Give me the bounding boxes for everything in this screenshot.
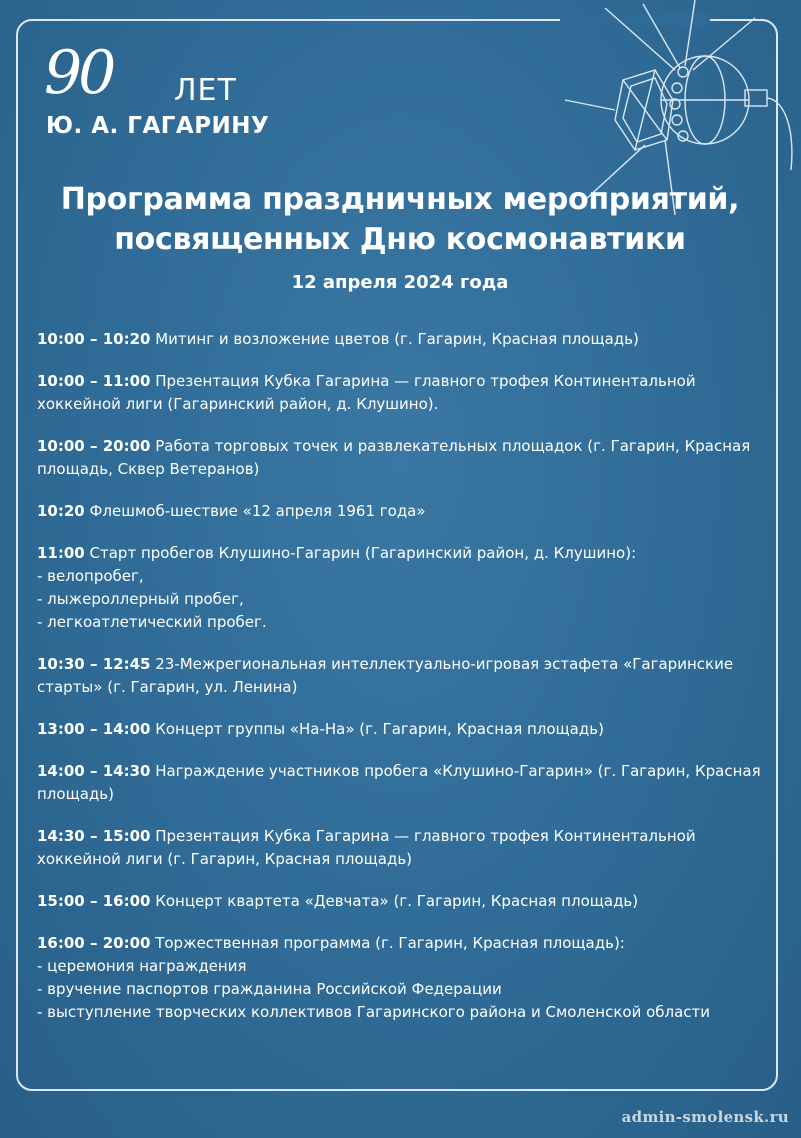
event-time: 10:00 – 20:00	[37, 437, 151, 455]
event-subitem: - выступление творческих коллективов Гагаринского района и Смоленской области	[37, 1003, 711, 1021]
event-item	[37, 542, 762, 634]
event-text: 23-Межрегиональная интеллектуально-игровая эстафета «Гагаринские старты» (г. Гагарин, ул. Ленина)	[37, 655, 734, 696]
logo-name: Ю. А. ГАГАРИНУ	[46, 113, 270, 139]
event-text: Митинг и возложение цветов (г. Гагарин, Красная площадь)	[150, 330, 639, 348]
event-time: 10:00 – 10:20	[37, 330, 151, 348]
event-time: 13:00 – 14:00	[37, 720, 151, 738]
event-item	[37, 760, 762, 806]
event-text: Работа торговых точек и развлекательных площадок (г. Гагарин, Красная площадь, Сквер Ветеранов)	[37, 437, 751, 478]
event-item	[37, 500, 762, 523]
site-watermark: admin-smolensk.ru	[621, 1108, 789, 1126]
event-time: 11:00	[37, 544, 85, 562]
event-text: Концерт квартета «Девчата» (г. Гагарин, Красная площадь)	[150, 892, 639, 910]
event-item	[37, 825, 762, 871]
page-title	[30, 180, 770, 260]
events-list	[37, 328, 762, 1043]
title-line-2: посвященных Дню космонавтики	[114, 222, 686, 257]
event-item	[37, 328, 762, 351]
event-text: Флешмоб-шествие «12 апреля 1961 года»	[84, 502, 426, 520]
event-text: Презентация Кубка Гагарина — главного трофея Континентальной хоккейной лиги (г. Гагарин, Красная площадь)	[37, 827, 696, 868]
event-subitem: - вручение паспортов гражданина Российской Федерации	[37, 980, 502, 998]
event-time: 14:30 – 15:00	[37, 827, 151, 845]
event-subitem: - легкоатлетический пробег.	[37, 613, 267, 631]
event-subitem: - лыжероллерный пробег,	[37, 590, 244, 608]
event-text: Награждение участников пробега «Клушино-Гагарин» (г. Гагарин, Красная площадь)	[37, 762, 761, 803]
event-item	[37, 890, 762, 913]
event-subitem: - велопробег,	[37, 567, 144, 585]
event-text: Старт пробегов Клушино-Гагарин (Гагаринский район, д. Клушино):	[84, 544, 637, 562]
logo-number: 90	[44, 38, 113, 108]
event-date: 12 апреля 2024 года	[291, 272, 509, 293]
event-item	[37, 370, 762, 416]
event-text: Презентация Кубка Гагарина — главного трофея Континентальной хоккейной лиги (Гагаринский район, д. Клушино).	[37, 372, 696, 413]
event-item	[37, 718, 762, 741]
event-subitem: - церемония награждения	[37, 957, 247, 975]
event-text: Торжественная программа (г. Гагарин, Красная площадь):	[150, 934, 625, 952]
event-time: 14:00 – 14:30	[37, 762, 151, 780]
event-item	[37, 653, 762, 699]
anniversary-logo	[44, 38, 270, 140]
event-time: 16:00 – 20:00	[37, 934, 151, 952]
logo-let: ЛЕТ	[174, 73, 237, 108]
event-text: Концерт группы «На-На» (г. Гагарин, Красная площадь)	[150, 720, 604, 738]
event-time: 10:20	[37, 502, 85, 520]
event-time: 10:00 – 11:00	[37, 372, 151, 390]
event-time: 10:30 – 12:45	[37, 655, 151, 673]
title-line-1: Программа праздничных мероприятий,	[60, 182, 740, 217]
event-item	[37, 435, 762, 481]
event-time: 15:00 – 16:00	[37, 892, 151, 910]
event-item	[37, 932, 762, 1024]
